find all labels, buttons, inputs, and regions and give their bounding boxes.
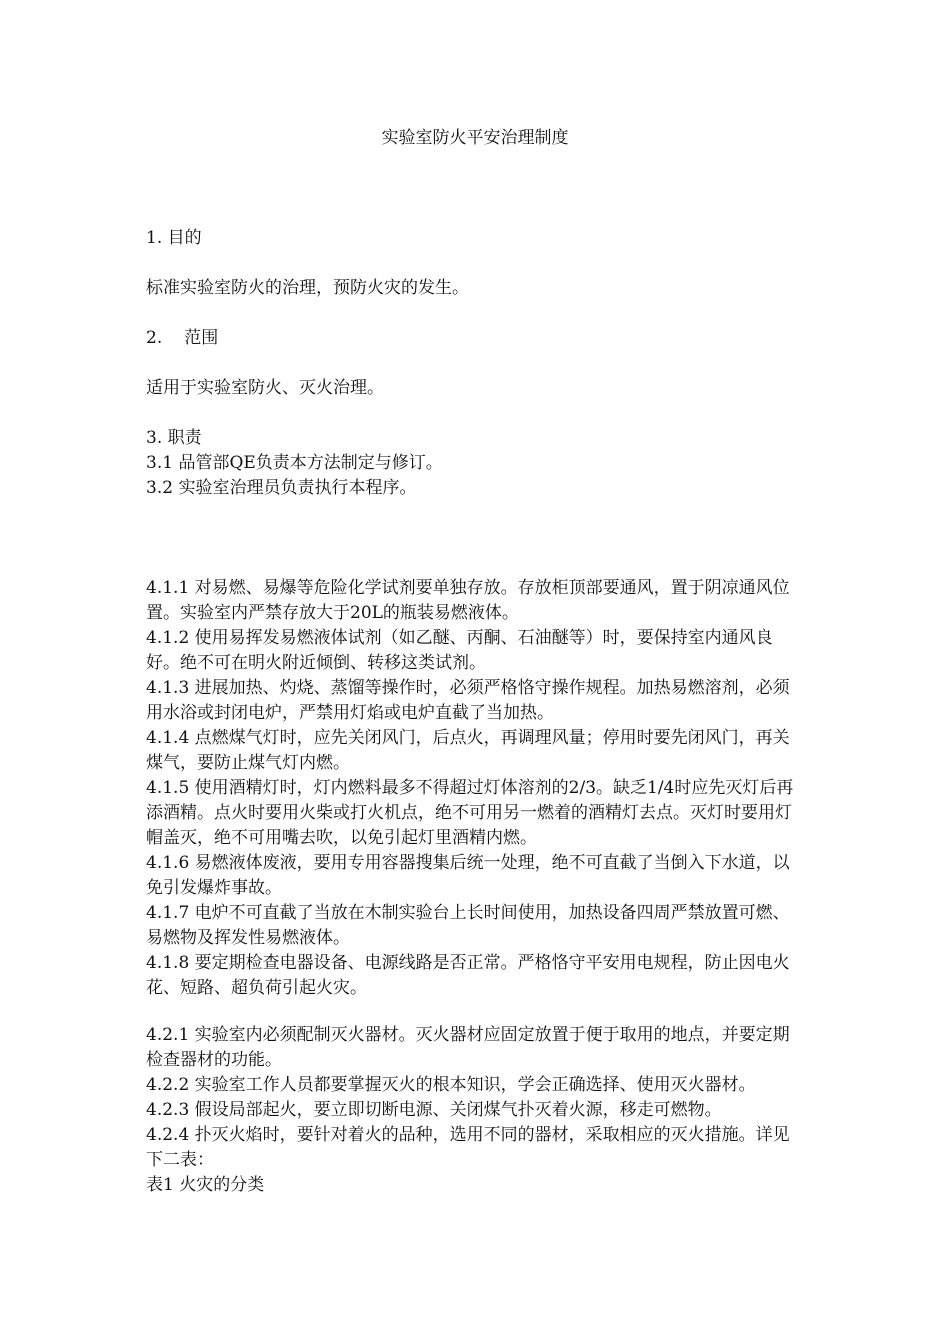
scope-section — [146, 376, 806, 401]
clause-4-1-3: 4.1.3 进展加热、灼烧、蒸馏等操作时，必须严格恪守操作规程。加热易燃溶剂，必须用水浴或封闭电炉，严禁用灯焰或电炉直截了当加热。 — [146, 678, 790, 723]
purpose-heading — [146, 226, 806, 251]
responsibility-heading: 3. 职责 — [146, 428, 202, 448]
scope-heading-line — [146, 326, 806, 351]
scope-text: 适用于实验室防火、灭火治理。 — [146, 378, 384, 398]
clause-4-1-4: 4.1.4 点燃煤气灯时，应先关闭风门，后点火，再调理风量；停用时要先闭风门，再关煤气，要防止煤气灯内燃。 — [146, 728, 790, 773]
scope-number: 2. — [146, 328, 163, 348]
fire-prevention-section — [146, 576, 806, 1001]
responsibility-item: 3.2 实验室治理员负责执行本程序。 — [146, 478, 417, 498]
clause-4-1-6: 4.1.6 易燃液体废液，要用专用容器搜集后统一处理，绝不可直截了当倒入下水道，以免引发爆炸事故。 — [146, 853, 790, 898]
clause-4-2-4: 4.2.4 扑灭火焰时，要针对着火的品种，选用不同的器材，采取相应的灭火措施。详见下二表： — [146, 1125, 790, 1170]
responsibility-item: 3.1 品管部QE负责本方法制定与修订。 — [146, 453, 443, 473]
clause-4-1-1: 4.1.1 对易燃、易爆等危险化学试剂要单独存放。存放柜顶部要通风，置于阴凉通风位置。实验室内严禁存放大于20L的瓶装易燃液体。 — [146, 578, 790, 623]
clause-4-2-2: 4.2.2 实验室工作人员都要掌握灭火的根本知识，学会正确选择、使用灭火器材。 — [146, 1075, 756, 1095]
clause-4-2-1: 4.2.1 实验室内必须配制灭火器材。灭火器材应固定放置于便于取用的地点，并要定期检查器材的功能。 — [146, 1025, 790, 1070]
clause-4-1-2: 4.1.2 使用易挥发易燃液体试剂（如乙醚、丙酮、石油醚等）时，要保持室内通风良好。绝不可在明火附近倾倒、转移这类试剂。 — [146, 628, 773, 673]
responsibility-section — [146, 426, 806, 501]
purpose-text: 标准实验室防火的治理，预防火灾的发生。 — [146, 278, 469, 298]
purpose-section — [146, 276, 806, 301]
scope-heading — [146, 326, 806, 351]
table-caption: 表1 火灾的分类 — [146, 1175, 265, 1195]
purpose-heading-text: 1. 目的 — [146, 228, 202, 248]
fire-fighting-section — [146, 1023, 806, 1198]
clause-4-1-8: 4.1.8 要定期检查电器设备、电源线路是否正常。严格恪守平安用电规程，防止因电火花、短路、超负荷引起火灾。 — [146, 953, 790, 998]
clause-4-2-3: 4.2.3 假设局部起火，要立即切断电源、关闭煤气扑灭着火源，移走可燃物。 — [146, 1100, 722, 1120]
document-title: 实验室防火平安治理制度 — [381, 128, 569, 148]
clause-4-1-5: 4.1.5 使用酒精灯时，灯内燃料最多不得超过灯体溶剂的2/3。缺乏1/4时应先灭灯后再添酒精。点火时要用火柴或打火机点，绝不可用另一燃着的酒精灯去点。灭灯时要用灯帽盖灭，绝不可用嘴去吹，以免引起灯里酒精内燃。 — [146, 778, 794, 848]
clause-4-1-7: 4.1.7 电炉不可直截了当放在木制实验台上长时间使用，加热设备四周严禁放置可燃、易燃物及挥发性易燃液体。 — [146, 903, 790, 948]
scope-heading-text: 范围 — [184, 328, 219, 348]
